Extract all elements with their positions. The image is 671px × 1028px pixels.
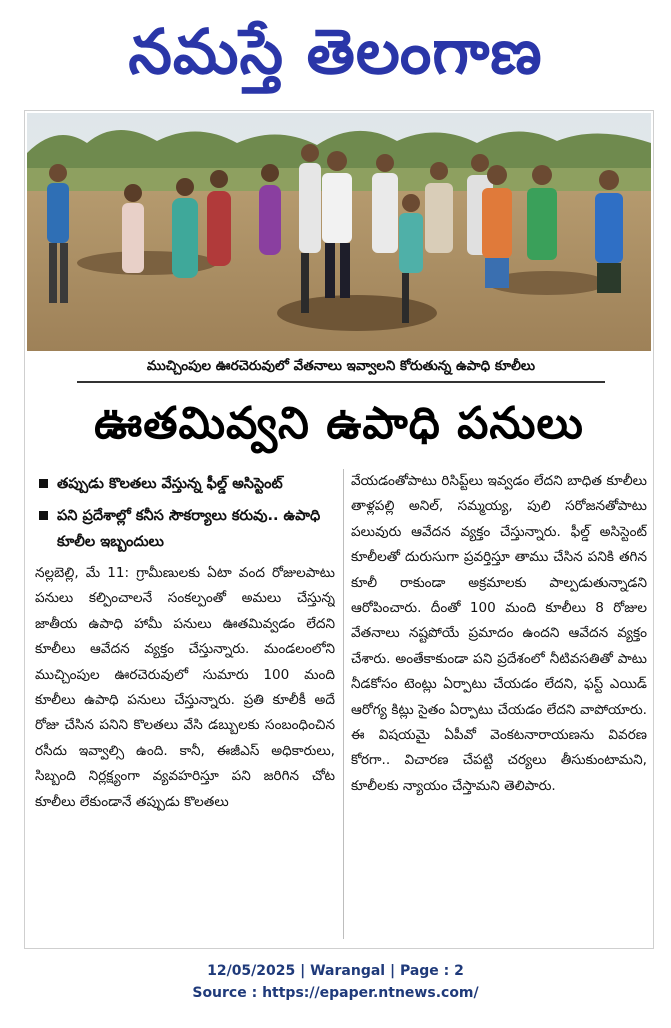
masthead [0, 0, 671, 105]
article-body-left: నల్లబెల్లి, మే 11: గ్రామీణులకు ఏటా వంద రోజులపాటు పనులు కల్పించాలనే సంకల్పంతో అమలు చేస్తున్న జాతీయ ఉపాధి హామీ పనులు ఊతమివ్వడం లేదని కూలీలు ఆవేదన వ్యక్తం చేస్తున్నారు. మండలంలోని ముచ్చింపుల ఊరచెరువులో సుమారు 100 మంది కూలీలు ఉపాధి పనులు చేస్తున్నారు. ప్రతి కూలీకీ అదే రోజు చేసిన పనిని కొలతలు వేసి డబ్బులకు సంబంధించిన రసీదు ఇవ్వాల్సి ఉంది. కానీ, ఈజీఎస్ అధికారులు, సిబ్బంది నిర్లక్ష్యంగా వ్యవహరిస్తూ పని జరిగిన చోట కూలీలు లేకుండానే తప్పుడు కొలతలు [35, 565, 335, 810]
newspaper-logo: నమస్తే తెలంగాణ [128, 15, 543, 88]
workers-photo-illustration [27, 113, 651, 351]
bullet-point-2 [35, 503, 335, 555]
bullet-text: పని ప్రదేశాల్లో కనీస సౌకర్యాలు కరువు.. ఉపాధి కూలీల ఇబ్బందులు [57, 508, 321, 550]
bullet-point-1 [35, 471, 335, 497]
news-clipping [24, 110, 654, 949]
square-bullet-icon [39, 479, 48, 488]
news-photo [27, 113, 651, 351]
square-bullet-icon [39, 511, 48, 520]
column-divider [343, 469, 344, 939]
article-headline: ఊతమివ్వని ఉపాధి పనులు [94, 398, 584, 449]
article-column-right [351, 469, 647, 941]
footer [0, 960, 671, 1004]
photo-caption-bar [77, 351, 605, 383]
photo-caption: ముచ్చింపుల ఊరచెరువులో వేతనాలు ఇవ్వాలని కోరుతున్న ఉపాధి కూలీలు [146, 358, 536, 374]
headline-box [27, 387, 651, 461]
article-column-left [35, 471, 335, 941]
bullet-text: తప్పుడు కొలతలు వేస్తున్న ఫీల్డ్ అసిస్టెంట్ [57, 476, 283, 492]
edition-info: 12/05/2025 | Warangal | Page : 2 [207, 963, 464, 979]
article-body-right: వేయడంతోపాటు రిసిప్ట్‌లు ఇవ్వడం లేదని బాధిత కూలీలు తాళ్లపల్లి అనిల్, సమ్మయ్య, పులి సరోజనతోపాటు పలువురు ఆవేదన వ్యక్తం చేస్తున్నారు. ఫీల్డ్ అసిస్టెంట్ కూలీలతో దురుసుగా ప్రవర్తిస్తూ తాము చేసిన పనికి తగిన కూలీ రాకుండా అక్రమాలకు పాల్పడుతున్నాడని ఆరోపించారు. దీంతో 100 మంది కూలీలు 8 రోజుల వేతనాలు నష్టపోయే ప్రమాదం ఉందని ఆవేదన వ్యక్తం చేశారు. అంతేకాకుండా పని ప్రదేశంలో నీటివసతితో పాటు నీడకోసం టెంట్లు ఏర్పాటు చేయడం లేదని, ఫస్ట్ ఎయిడ్ ఆరోగ్య కిట్లు సైతం ఏర్పాటు చేయడం లేదని వాపోయారు. ఈ విషయమై ఏపీవో వెంకటనారాయణను వివరణ కోరగా.. విచారణ చేపట్టి చర్యలు తీసుకుంటామని, కూలీలకు న్యాయం చేస్తామని తెలిపారు. [351, 473, 647, 794]
source-link[interactable]: Source : https://epaper.ntnews.com/ [192, 985, 479, 1001]
